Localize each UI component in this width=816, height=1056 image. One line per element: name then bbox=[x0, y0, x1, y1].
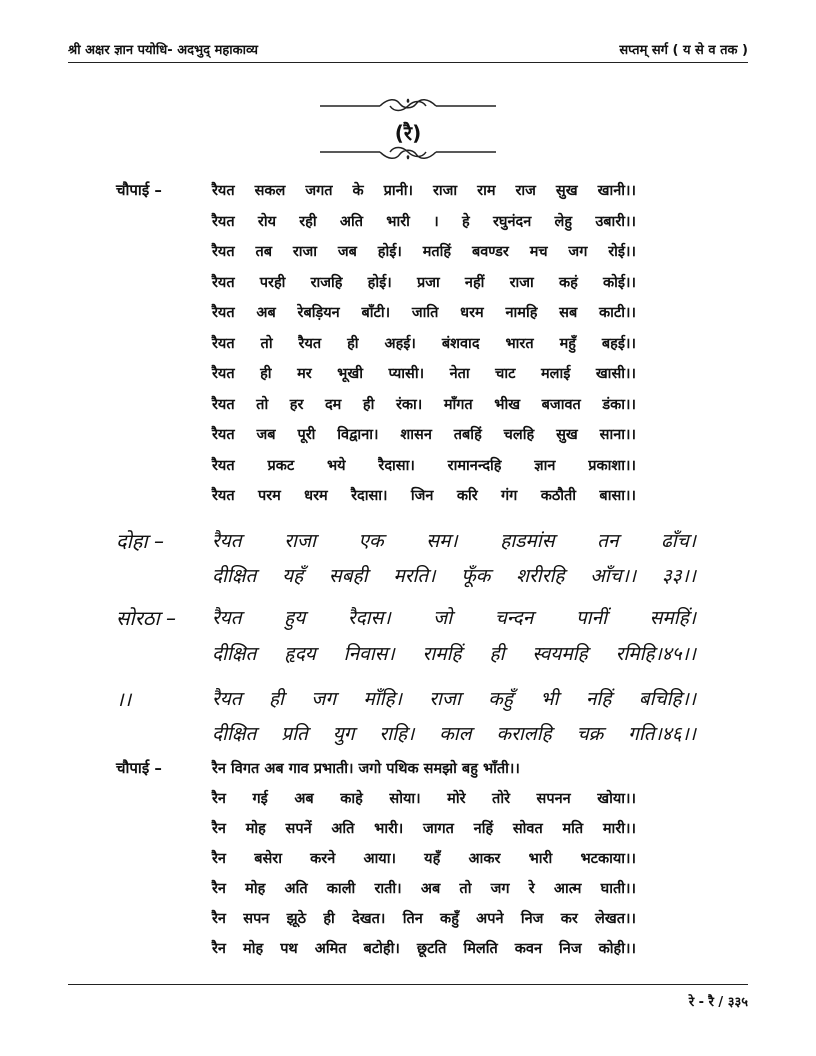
verse-label-doha: दोहा – bbox=[116, 529, 164, 553]
verse-line: रैयत ही जग माँहि। राजा कहुँ भी नहिं बचिहि।। bbox=[212, 688, 696, 710]
footer-rule bbox=[68, 984, 748, 985]
verse-line: रैयत ही मर भूखी प्यासी। नेता चाट मलाई खासी।। bbox=[212, 366, 636, 382]
page-number: रे - रै / ३३५ bbox=[688, 995, 748, 1010]
verse-line: रैयत हुय रैदास। जो चन्दन पानीं समहिं। bbox=[212, 607, 696, 629]
verse-line: रैयत राजा एक सम। हाडमांस तन ढाँच। bbox=[212, 530, 696, 552]
verse-line: रैन गई अब काहे सोया। मोरे तोरे सपनन खोया।। bbox=[212, 791, 636, 807]
verse-line: रैयत रोय रही अति भारी । हे रघुनंदन लेहु उबारी।। bbox=[212, 214, 636, 230]
verse-line: रैन सपन झूठे ही देखत। तिन कहुँ अपने निज कर लेखत।। bbox=[212, 911, 636, 927]
running-header-chapter: सप्तम् सर्ग ( य से व तक ) bbox=[619, 43, 748, 58]
verse-line: रैयत तब राजा जब होई। मतहिं बवण्डर मच जग रोई।। bbox=[212, 244, 636, 260]
verse-label-chaupai: चौपाई – bbox=[116, 759, 162, 777]
verse-label-repeat: ।। bbox=[116, 687, 132, 711]
verse-line: रैयत सकल जगत के प्रानी। राजा राम राज सुख खानी।। bbox=[212, 183, 636, 199]
verse-line: रैयत परम धरम रैदासा। जिन करि गंग कठौती बासा।। bbox=[212, 488, 636, 504]
top-ornament bbox=[318, 95, 498, 117]
verse-line: दीक्षित यहँ सबही मरति। फूँक शरीरहि आँच।। ३३।। bbox=[212, 565, 696, 587]
verse-line: रैयत तो हर दम ही रंका। माँगत भीख बजावत डंका।। bbox=[212, 397, 636, 413]
verse-line: रैन बसेरा करने आया। यहँ आकर भारी भटकाया।। bbox=[212, 851, 636, 867]
verse-line: रैयत जब पूरी विद्वाना। शासन तबहिं चलहि सुख साना।। bbox=[212, 427, 636, 443]
verse-line: रैन मोह सपनें अति भारी। जागत नहिं सोवत मति मारी।। bbox=[212, 821, 636, 837]
chapter-title: (रै) bbox=[394, 121, 422, 145]
verse-line: दीक्षित हृदय निवास। रामहिं ही स्वयमहि रमिहि।४५।। bbox=[212, 643, 696, 665]
verse-label-soratha: सोरठा – bbox=[116, 606, 177, 630]
verse-line: रैयत अब रेबड़ियन बाँटी। जाति धरम नामहि सब काटी।। bbox=[212, 305, 636, 321]
verse-line: रैन मोह अति काली राती। अब तो जग रे आत्म घाती।। bbox=[212, 881, 636, 897]
verse-line: रैयत परही राजहि होई। प्रजा नहीं राजा कहं कोई।। bbox=[212, 275, 636, 291]
verse-line: रैन मोह पथ अमित बटोही। छूटति मिलति कवन निज कोही।। bbox=[212, 941, 636, 957]
verse-line: रैयत प्रकट भये रैदासा। रामानन्दहि ज्ञान प्रकाशा।। bbox=[212, 458, 636, 474]
running-header-title: श्री अक्षर ज्ञान पयोधि- अदभुद् महाकाव्य bbox=[68, 43, 258, 58]
verse-line: रैन विगत अब गाव प्रभाती। जगो पथिक समझो बहु भाँती।। bbox=[212, 761, 520, 777]
verse-line: दीक्षित प्रति युग राहि। काल करालहि चक्र गति।४६।। bbox=[212, 723, 696, 745]
bottom-ornament bbox=[318, 141, 498, 163]
verse-line: रैयत तो रैयत ही अहई। बंशवाद भारत महुँ बहई।। bbox=[212, 336, 636, 352]
header-rule bbox=[68, 62, 748, 63]
verse-label-chaupai: चौपाई – bbox=[116, 181, 162, 199]
